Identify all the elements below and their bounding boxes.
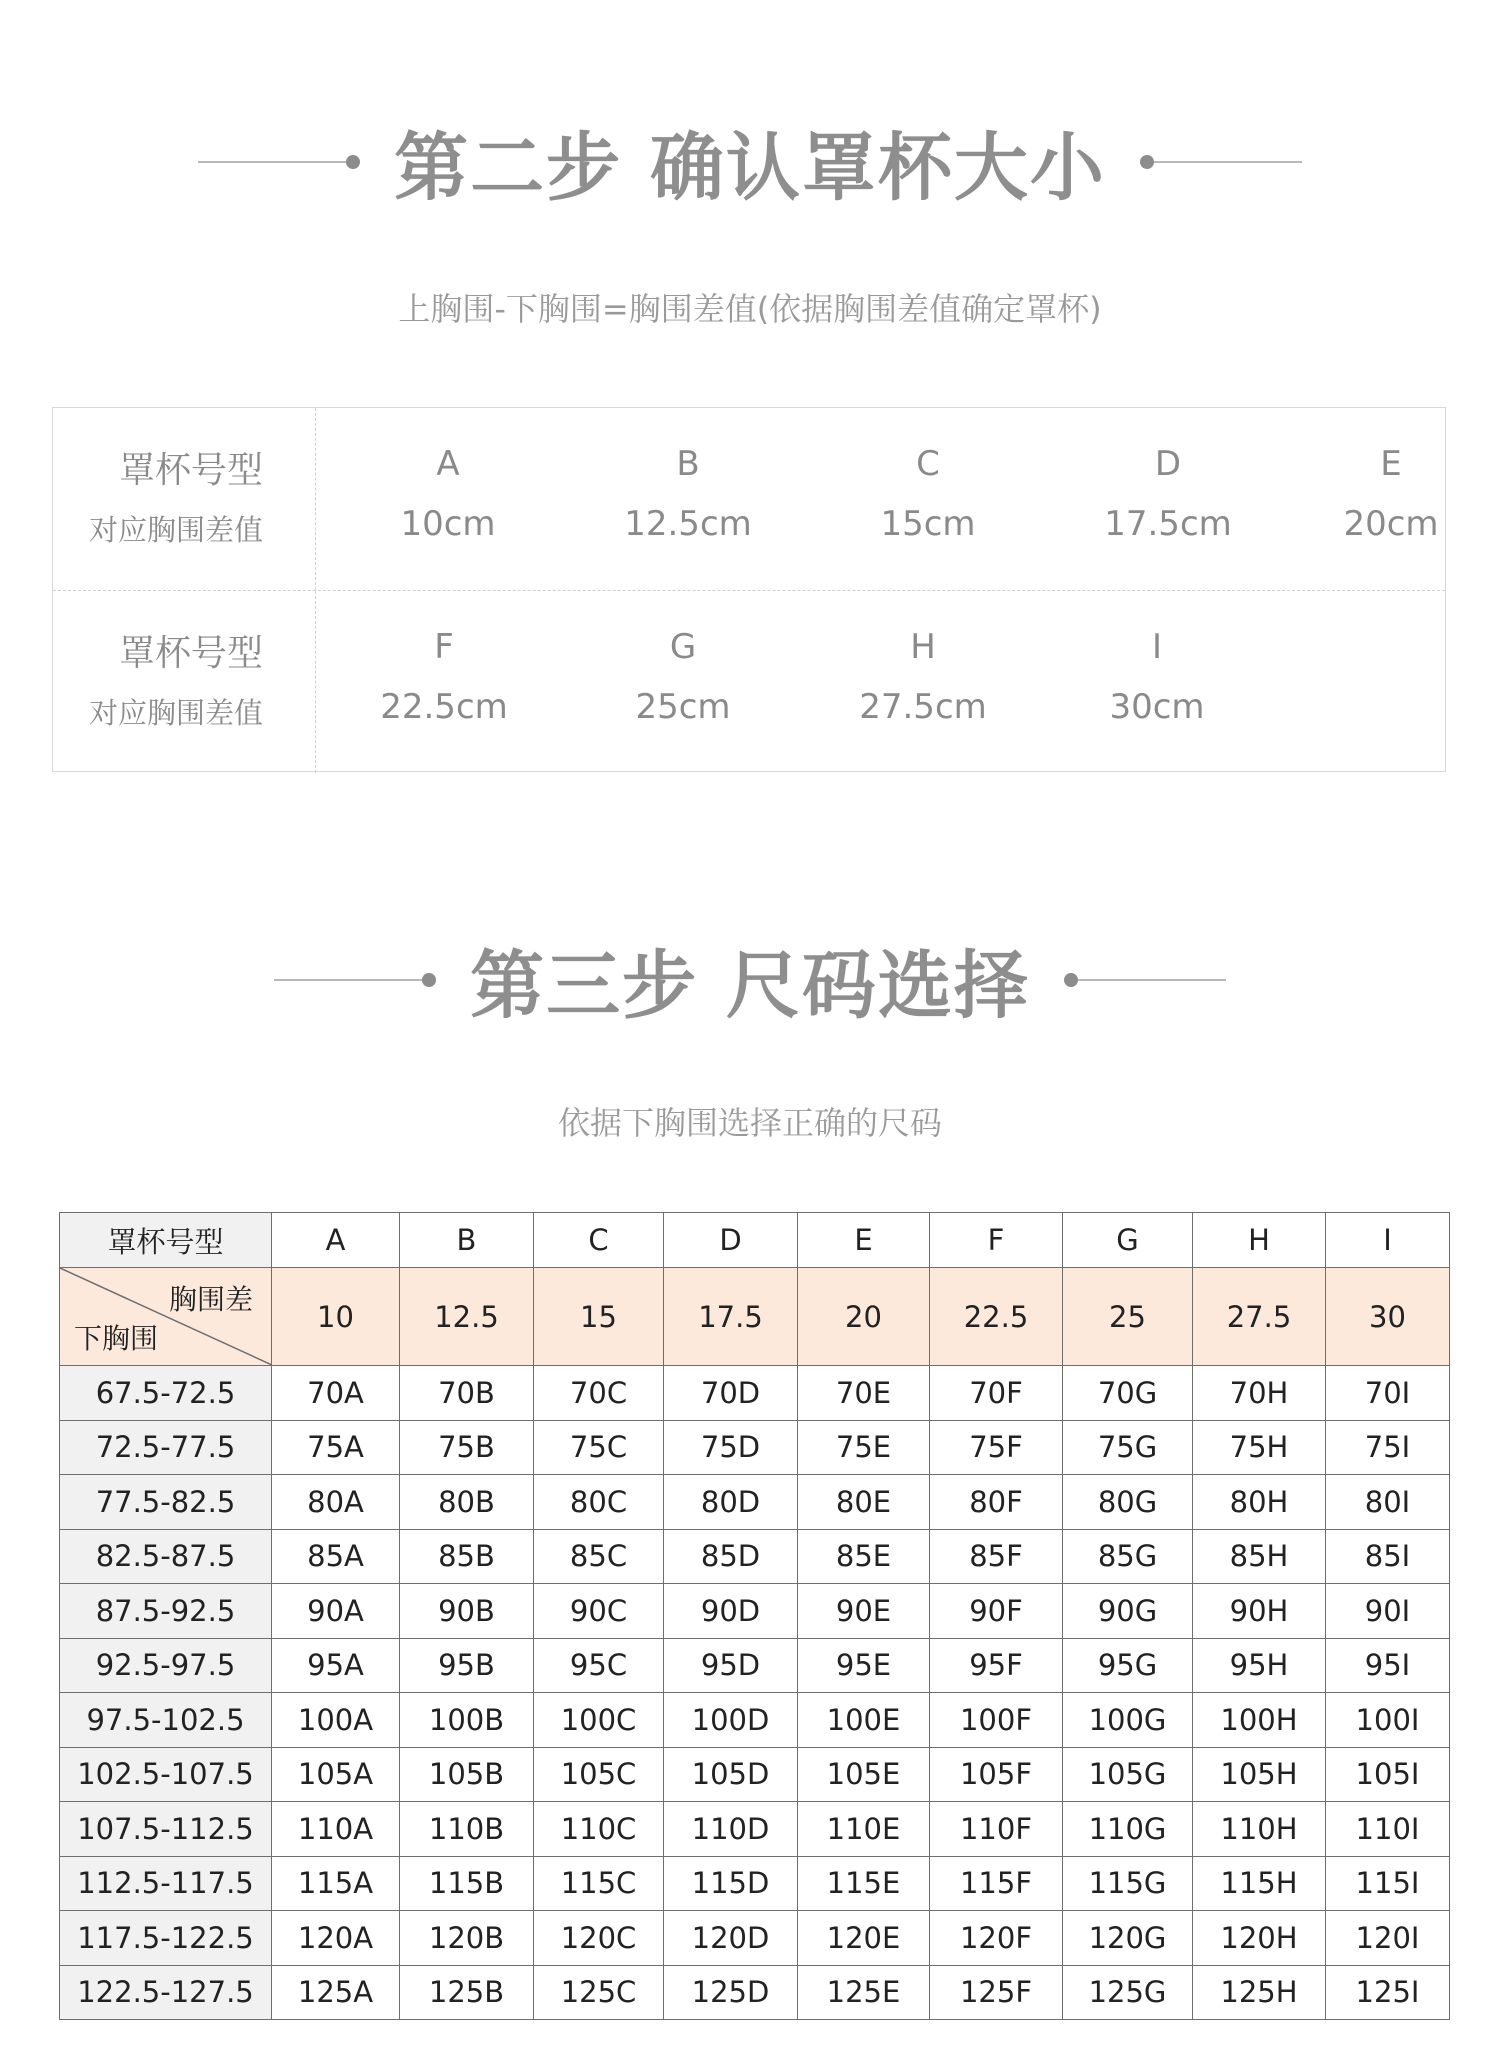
cup-row-2 [53,590,1445,773]
table-row [60,1529,1450,1584]
size-cell: 70C [534,1366,664,1421]
step2-title: 第二步 确认罩杯大小 [394,125,1106,211]
cup-row-label [53,591,316,773]
size-cell: 100D [664,1693,798,1748]
cup-letter: A [436,444,460,484]
size-cell: 125C [534,1965,664,2020]
diagonal-header-cell [60,1268,272,1366]
label-bust-difference: 对应胸围差值 [88,513,263,547]
size-cell: 110C [534,1802,664,1857]
size-cell: 95F [930,1638,1063,1693]
size-cell: 90H [1193,1584,1326,1639]
label-cup-type: 罩杯号型 [118,450,263,491]
cup-col [344,591,544,773]
table-row [60,1366,1450,1421]
size-cell: 120B [400,1911,534,1966]
table-row [60,1420,1450,1475]
cup-row-label [53,408,316,590]
size-cell: 80B [400,1475,534,1530]
heading-dot-left [422,973,436,987]
size-cell: 70I [1326,1366,1450,1421]
size-cell: 85A [272,1529,400,1584]
size-cell: 105I [1326,1747,1450,1802]
cup-letter: I [1151,627,1163,667]
size-cell: 125B [400,1965,534,2020]
size-cell: 70D [664,1366,798,1421]
label-cup-type: 罩杯号型 [118,633,263,674]
size-cell: 90A [272,1584,400,1639]
size-cell: 85E [798,1529,930,1584]
size-cell: 120F [930,1911,1063,1966]
cup-letter: E [1380,444,1402,484]
size-cell: 115D [664,1856,798,1911]
underbust-range: 122.5-127.5 [60,1965,272,2020]
step3-subtitle: 依据下胸围选择正确的尺码 [557,1104,942,1142]
size-cell: 115B [400,1856,534,1911]
underbust-range: 117.5-122.5 [60,1911,272,1966]
cup-letter: G [669,627,697,667]
size-cell: 95H [1193,1638,1326,1693]
step3-title: 第三步 尺码选择 [470,943,1030,1029]
cup-col [1057,591,1257,773]
size-cell: 105A [272,1747,400,1802]
size-cell: 125A [272,1965,400,2020]
size-cell: 80G [1063,1475,1193,1530]
header-difference-value: 15 [534,1268,664,1366]
difference-header-row [60,1268,1450,1366]
size-cell: 95D [664,1638,798,1693]
size-cell: 95C [534,1638,664,1693]
size-cell: 90F [930,1584,1063,1639]
heading-dot-right [1140,155,1154,169]
header-cup-type: 罩杯号型 [60,1213,272,1268]
table-row [60,1856,1450,1911]
cup-size-table [52,407,1446,772]
cup-header-row [60,1213,1450,1268]
size-cell: 110E [798,1802,930,1857]
size-cell: 75H [1193,1420,1326,1475]
table-row [60,1747,1450,1802]
cup-difference: 20cm [1343,504,1439,544]
size-cell: 85I [1326,1529,1450,1584]
size-cell: 95I [1326,1638,1450,1693]
size-cell: 120I [1326,1911,1450,1966]
cup-difference: 12.5cm [624,504,752,544]
size-cell: 115C [534,1856,664,1911]
cup-difference: 25cm [635,687,731,727]
cup-letter: C [916,444,940,484]
heading-dot-left [346,155,360,169]
step3-heading [0,927,1500,1033]
heading-line-right [1154,161,1302,163]
underbust-range: 92.5-97.5 [60,1638,272,1693]
size-cell: 110I [1326,1802,1450,1857]
size-cell: 75G [1063,1420,1193,1475]
cup-col [583,591,783,773]
size-cell: 115A [272,1856,400,1911]
size-cell: 90G [1063,1584,1193,1639]
size-cell: 90E [798,1584,930,1639]
size-cell: 75C [534,1420,664,1475]
size-cell: 85H [1193,1529,1326,1584]
header-underbust: 下胸围 [74,1322,159,1355]
size-cell: 110D [664,1802,798,1857]
header-cup-d: D [664,1213,798,1268]
size-cell: 85G [1063,1529,1193,1584]
header-cup-b: B [400,1213,534,1268]
cup-col [823,591,1023,773]
step2-heading [0,109,1500,215]
size-cell: 105E [798,1747,930,1802]
heading-line-left [198,161,346,163]
header-difference-value: 12.5 [400,1268,534,1366]
header-cup-g: G [1063,1213,1193,1268]
size-cell: 90I [1326,1584,1450,1639]
size-cell: 80D [664,1475,798,1530]
size-cell: 95A [272,1638,400,1693]
size-cell: 105H [1193,1747,1326,1802]
underbust-range: 82.5-87.5 [60,1529,272,1584]
cup-difference: 17.5cm [1104,504,1232,544]
cup-difference: 30cm [1109,687,1205,727]
header-difference-value: 30 [1326,1268,1450,1366]
cup-letter: F [434,627,454,667]
size-cell: 105B [400,1747,534,1802]
size-cell: 120C [534,1911,664,1966]
size-cell: 100F [930,1693,1063,1748]
underbust-range: 77.5-82.5 [60,1475,272,1530]
size-cell: 75I [1326,1420,1450,1475]
size-cell: 105G [1063,1747,1193,1802]
cup-col [1068,408,1268,590]
underbust-range: 97.5-102.5 [60,1693,272,1748]
header-difference-value: 27.5 [1193,1268,1326,1366]
size-cell: 70B [400,1366,534,1421]
size-cell: 115I [1326,1856,1450,1911]
size-cell: 95G [1063,1638,1193,1693]
header-difference-value: 17.5 [664,1268,798,1366]
size-cell: 125F [930,1965,1063,2020]
size-cell: 120H [1193,1911,1326,1966]
cup-difference: 15cm [880,504,976,544]
table-row [60,1965,1450,2020]
header-cup-i: I [1326,1213,1450,1268]
size-cell: 90C [534,1584,664,1639]
underbust-range: 107.5-112.5 [60,1802,272,1857]
step2-subtitle: 上胸围-下胸围=胸围差值(依据胸围差值确定罩杯) [398,290,1102,328]
underbust-range: 112.5-117.5 [60,1856,272,1911]
size-cell: 100G [1063,1693,1193,1748]
header-cup-c: C [534,1213,664,1268]
size-selection-table [59,1212,1450,2020]
underbust-range: 67.5-72.5 [60,1366,272,1421]
size-cell: 105C [534,1747,664,1802]
size-cell: 85C [534,1529,664,1584]
size-cell: 75F [930,1420,1063,1475]
size-cell: 125H [1193,1965,1326,2020]
cup-col [1291,408,1491,590]
cup-col [348,408,548,590]
size-cell: 70G [1063,1366,1193,1421]
size-cell: 80H [1193,1475,1326,1530]
size-cell: 115F [930,1856,1063,1911]
size-cell: 120D [664,1911,798,1966]
size-cell: 100C [534,1693,664,1748]
cup-col [588,408,788,590]
size-cell: 75A [272,1420,400,1475]
size-cell: 70H [1193,1366,1326,1421]
header-cup-f: F [930,1213,1063,1268]
size-cell: 110G [1063,1802,1193,1857]
size-cell: 80E [798,1475,930,1530]
size-cell: 100I [1326,1693,1450,1748]
header-cup-a: A [272,1213,400,1268]
size-cell: 125D [664,1965,798,2020]
heading-dot-right [1064,973,1078,987]
size-cell: 90B [400,1584,534,1639]
cup-difference: 10cm [400,504,496,544]
size-cell: 85F [930,1529,1063,1584]
cup-letter: H [910,627,936,667]
header-difference-value: 22.5 [930,1268,1063,1366]
size-cell: 115G [1063,1856,1193,1911]
size-cell: 110F [930,1802,1063,1857]
size-cell: 100H [1193,1693,1326,1748]
table-row [60,1475,1450,1530]
size-cell: 80A [272,1475,400,1530]
table-row [60,1911,1450,1966]
size-cell: 125E [798,1965,930,2020]
cup-letter: B [676,444,700,484]
size-cell: 110B [400,1802,534,1857]
underbust-range: 72.5-77.5 [60,1420,272,1475]
size-cell: 95B [400,1638,534,1693]
size-cell: 110A [272,1802,400,1857]
size-cell: 125G [1063,1965,1193,2020]
size-cell: 120A [272,1911,400,1966]
header-cup-h: H [1193,1213,1326,1268]
heading-line-left [274,979,422,981]
table-row [60,1584,1450,1639]
size-cell: 75D [664,1420,798,1475]
size-cell: 105F [930,1747,1063,1802]
cup-col [828,408,1028,590]
size-cell: 80F [930,1475,1063,1530]
size-cell: 100B [400,1693,534,1748]
size-cell: 85B [400,1529,534,1584]
header-difference-value: 10 [272,1268,400,1366]
cup-letter: D [1154,444,1182,484]
size-cell: 90D [664,1584,798,1639]
size-cell: 75B [400,1420,534,1475]
size-cell: 120E [798,1911,930,1966]
cup-difference: 22.5cm [380,687,508,727]
underbust-range: 87.5-92.5 [60,1584,272,1639]
size-cell: 110H [1193,1802,1326,1857]
header-difference-value: 20 [798,1268,930,1366]
size-cell: 85D [664,1529,798,1584]
size-cell: 115H [1193,1856,1326,1911]
underbust-range: 102.5-107.5 [60,1747,272,1802]
size-cell: 70F [930,1366,1063,1421]
table-row [60,1693,1450,1748]
table-row [60,1802,1450,1857]
size-cell: 115E [798,1856,930,1911]
size-cell: 125I [1326,1965,1450,2020]
size-cell: 80C [534,1475,664,1530]
size-cell: 120G [1063,1911,1193,1966]
size-cell: 105D [664,1747,798,1802]
table-row [60,1638,1450,1693]
size-cell: 95E [798,1638,930,1693]
size-cell: 75E [798,1420,930,1475]
cup-difference: 27.5cm [859,687,987,727]
size-cell: 80I [1326,1475,1450,1530]
cup-row-1 [53,408,1445,590]
header-bust-difference: 胸围差 [168,1283,253,1316]
size-cell: 70E [798,1366,930,1421]
size-cell: 100A [272,1693,400,1748]
size-cell: 70A [272,1366,400,1421]
header-cup-e: E [798,1213,930,1268]
label-bust-difference: 对应胸围差值 [88,696,263,730]
heading-line-right [1078,979,1226,981]
size-cell: 100E [798,1693,930,1748]
header-difference-value: 25 [1063,1268,1193,1366]
